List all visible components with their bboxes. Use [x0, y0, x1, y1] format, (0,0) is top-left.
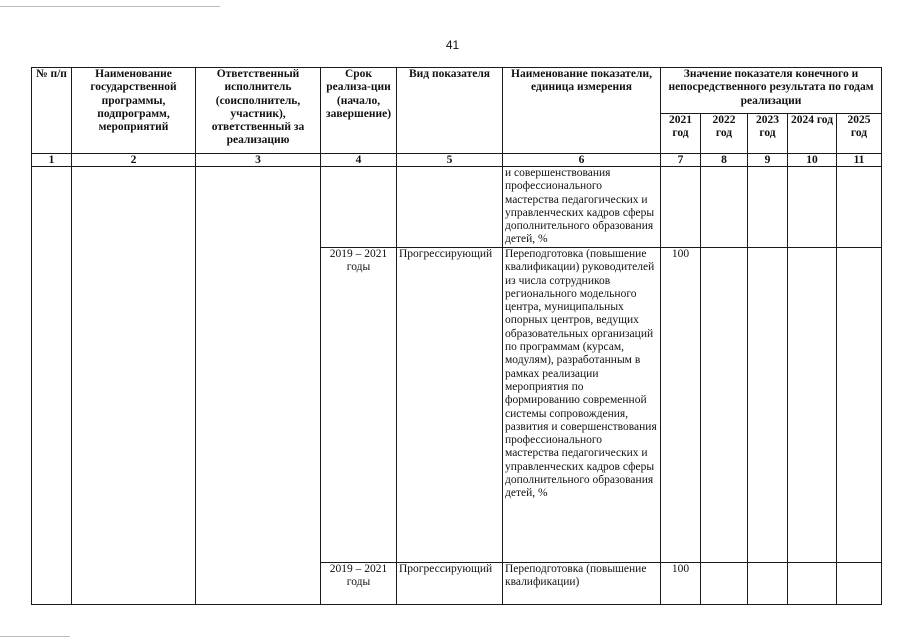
column-number: 8 [701, 154, 748, 167]
cell-value-2022 [701, 248, 748, 563]
cell-value-2021: 100 [661, 248, 701, 563]
cell-indicator-name: Переподготовка (повышение квалификации) [503, 563, 661, 605]
column-number: 5 [397, 154, 503, 167]
cell-value-2021 [661, 167, 701, 248]
cell-indicator-kind: Прогрессирующий [397, 248, 503, 563]
cell-value-2023 [748, 248, 788, 563]
cell-executor [196, 167, 321, 605]
header-year-2025: 2025 год [837, 114, 882, 154]
header-year-2024: 2024 год [788, 114, 837, 154]
table-row [32, 167, 882, 248]
column-number: 3 [196, 154, 321, 167]
column-number: 10 [788, 154, 837, 167]
header-year-2022: 2022 год [701, 114, 748, 154]
cell-value-2025 [837, 248, 882, 563]
column-number: 4 [321, 154, 397, 167]
header-executor: Ответственный исполнитель (соисполнитель, участник), ответственный за реализацию [196, 68, 321, 154]
cell-value-2024 [788, 563, 837, 605]
cell-value-2023 [748, 563, 788, 605]
cell-period [321, 167, 397, 248]
column-number: 11 [837, 154, 882, 167]
cell-indicator-name: и совершенствования профессионального мастерства педагогических и управленческих кадров сферы дополнительного образования детей, % [503, 167, 661, 248]
cell-indicator-kind [397, 167, 503, 248]
header-year-2023: 2023 год [748, 114, 788, 154]
cell-value-2024 [788, 248, 837, 563]
cell-program-name [72, 167, 196, 605]
column-number: 6 [503, 154, 661, 167]
header-indicator-values: Значение показателя конечного и непосредственного результата по годам реализации [661, 68, 882, 114]
column-number-row [32, 154, 882, 167]
header-year-2021: 2021 год [661, 114, 701, 154]
cell-value-2022 [701, 563, 748, 605]
cell-value-2025 [837, 563, 882, 605]
cell-indicator-name: Переподготовка (повышение квалификации) руководителей из числа сотрудников регионального модельного центра, муниципальных опорных центров, ведущих образовательных организаций по программам (курсам, модулям), разработанным в рамках реализации мероприятия по формированию современной системы сопровождения, развития и совершенствования профессионального мастерства педагогических и управленческих кадров сферы дополнительного образования детей, % [503, 248, 661, 563]
scan-edge-line [0, 6, 220, 7]
column-number: 9 [748, 154, 788, 167]
cell-number [32, 167, 72, 605]
scan-edge-line [0, 636, 70, 637]
cell-value-2023 [748, 167, 788, 248]
column-number: 1 [32, 154, 72, 167]
indicator-table [31, 67, 882, 605]
header-period: Срок реализа-ции (начало, завершение) [321, 68, 397, 154]
cell-value-2021: 100 [661, 563, 701, 605]
cell-period: 2019 – 2021 годы [321, 563, 397, 605]
header-number: № п/п [32, 68, 72, 154]
cell-value-2022 [701, 167, 748, 248]
column-number: 2 [72, 154, 196, 167]
header-program-name: Наименование государственной программы, подпрограмм, мероприятий [72, 68, 196, 154]
page-number: 41 [445, 38, 460, 52]
cell-value-2025 [837, 167, 882, 248]
cell-value-2024 [788, 167, 837, 248]
column-number: 7 [661, 154, 701, 167]
cell-indicator-kind: Прогрессирующий [397, 563, 503, 605]
header-indicator-name: Наименование показатели, единица измерения [503, 68, 661, 154]
cell-period: 2019 – 2021 годы [321, 248, 397, 563]
header-indicator-kind: Вид показателя [397, 68, 503, 154]
